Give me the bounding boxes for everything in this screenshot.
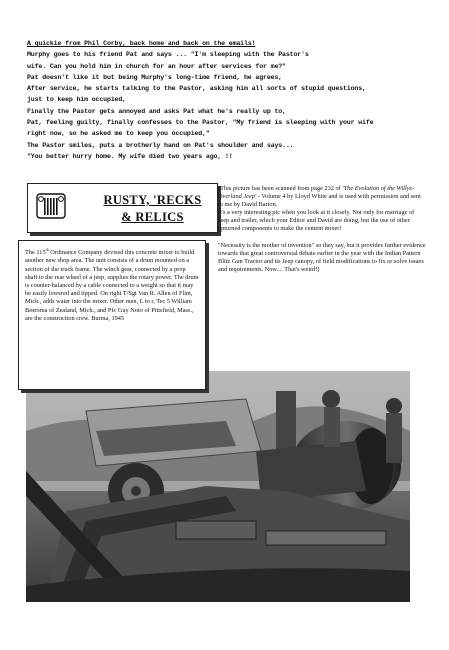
note-paragraph: (This picture has been scanned from page 232 of 'The Evolution of the Willys-Overland Jeep' - Volume 4 by Lloyd White and is used with permission and sent to me by David Barton. [218,185,421,209]
section-banner [27,183,218,233]
joke-line: Pat, feeling guilty, finally confesses to the Pastor, "My friend is sleeping with your wife [27,119,374,127]
section-title: RUSTY, 'RECKS & RELICS [103,193,202,224]
joke-line: Pat doesn't like it but being Murphy's long-time friend, he agrees, [27,73,283,81]
joke-line: right now, so he asked me to keep you occupied," [27,130,210,138]
note-paragraph: "Necessity is the mother of invention" so they say, but it provides further evidence towards that great controversial debate earlier in the year with the Indian Pattern Blitz Gun Tractor and its Jeep canopy, of field modifications to fix or solve issues and requirements. Now.... That's weird!) [218,241,426,273]
joke-line: The Pastor smiles, puts a brotherly hand on Pat's shoulder and says... [27,141,294,149]
book-title: 'The Evolution of the Willys-Overland Jeep' [218,185,414,201]
joke-line: just to keep him occupied, [27,96,126,104]
note-paragraph: It's a very interesting pic when you look at it closely. Not only for marriage of Jeep and trailer, which your Editor and David are doing, but the use of other upturned components to make the cement mixer! [218,209,415,233]
joke-line: Finally the Pastor gets annoyed and asks Pat what he's really up to, [27,107,286,115]
joke-heading: A quickie from Phil Corby, back home and back on the emails! [27,40,256,47]
concrete-mixer-photo [26,371,410,602]
photo-caption: The 115th Ordinance Company devised this concrete mixer to build another new shop area. The unit consists of a drum mounted on a section of the truck frame. The winch gear, connected by a prop shaft to the rear wheel of a jeep, supplies the rotary power. The drum is counter-balanced by a cable connected to a weight so that it may be easily lowered and tipped. On right T/Sgt Van R. Allen of Flint, Mich., adds water into the mixer. Other men, L to r, Tec 5 William Boersma of Zealand, Mich., and Pfc Guy Noto of Pittsfield, Mass., are the construction crew. Burma, 1945 [18,240,206,390]
editor-note [218,185,426,282]
joke-line: Murphy goes to his friend Pat and says ... "I'm sleeping with the Pastor's [27,51,309,59]
joke-line: "You better hurry home. My wife died two years ago, !! [27,152,233,160]
joke-section [27,38,427,162]
jeep-grille-icon [36,193,66,219]
joke-line: After service, he starts talking to the Pastor, asking him all sorts of stupid questions, [27,85,366,93]
joke-line: wife. Can you hold him in church for an hour after services for me?" [27,62,286,70]
